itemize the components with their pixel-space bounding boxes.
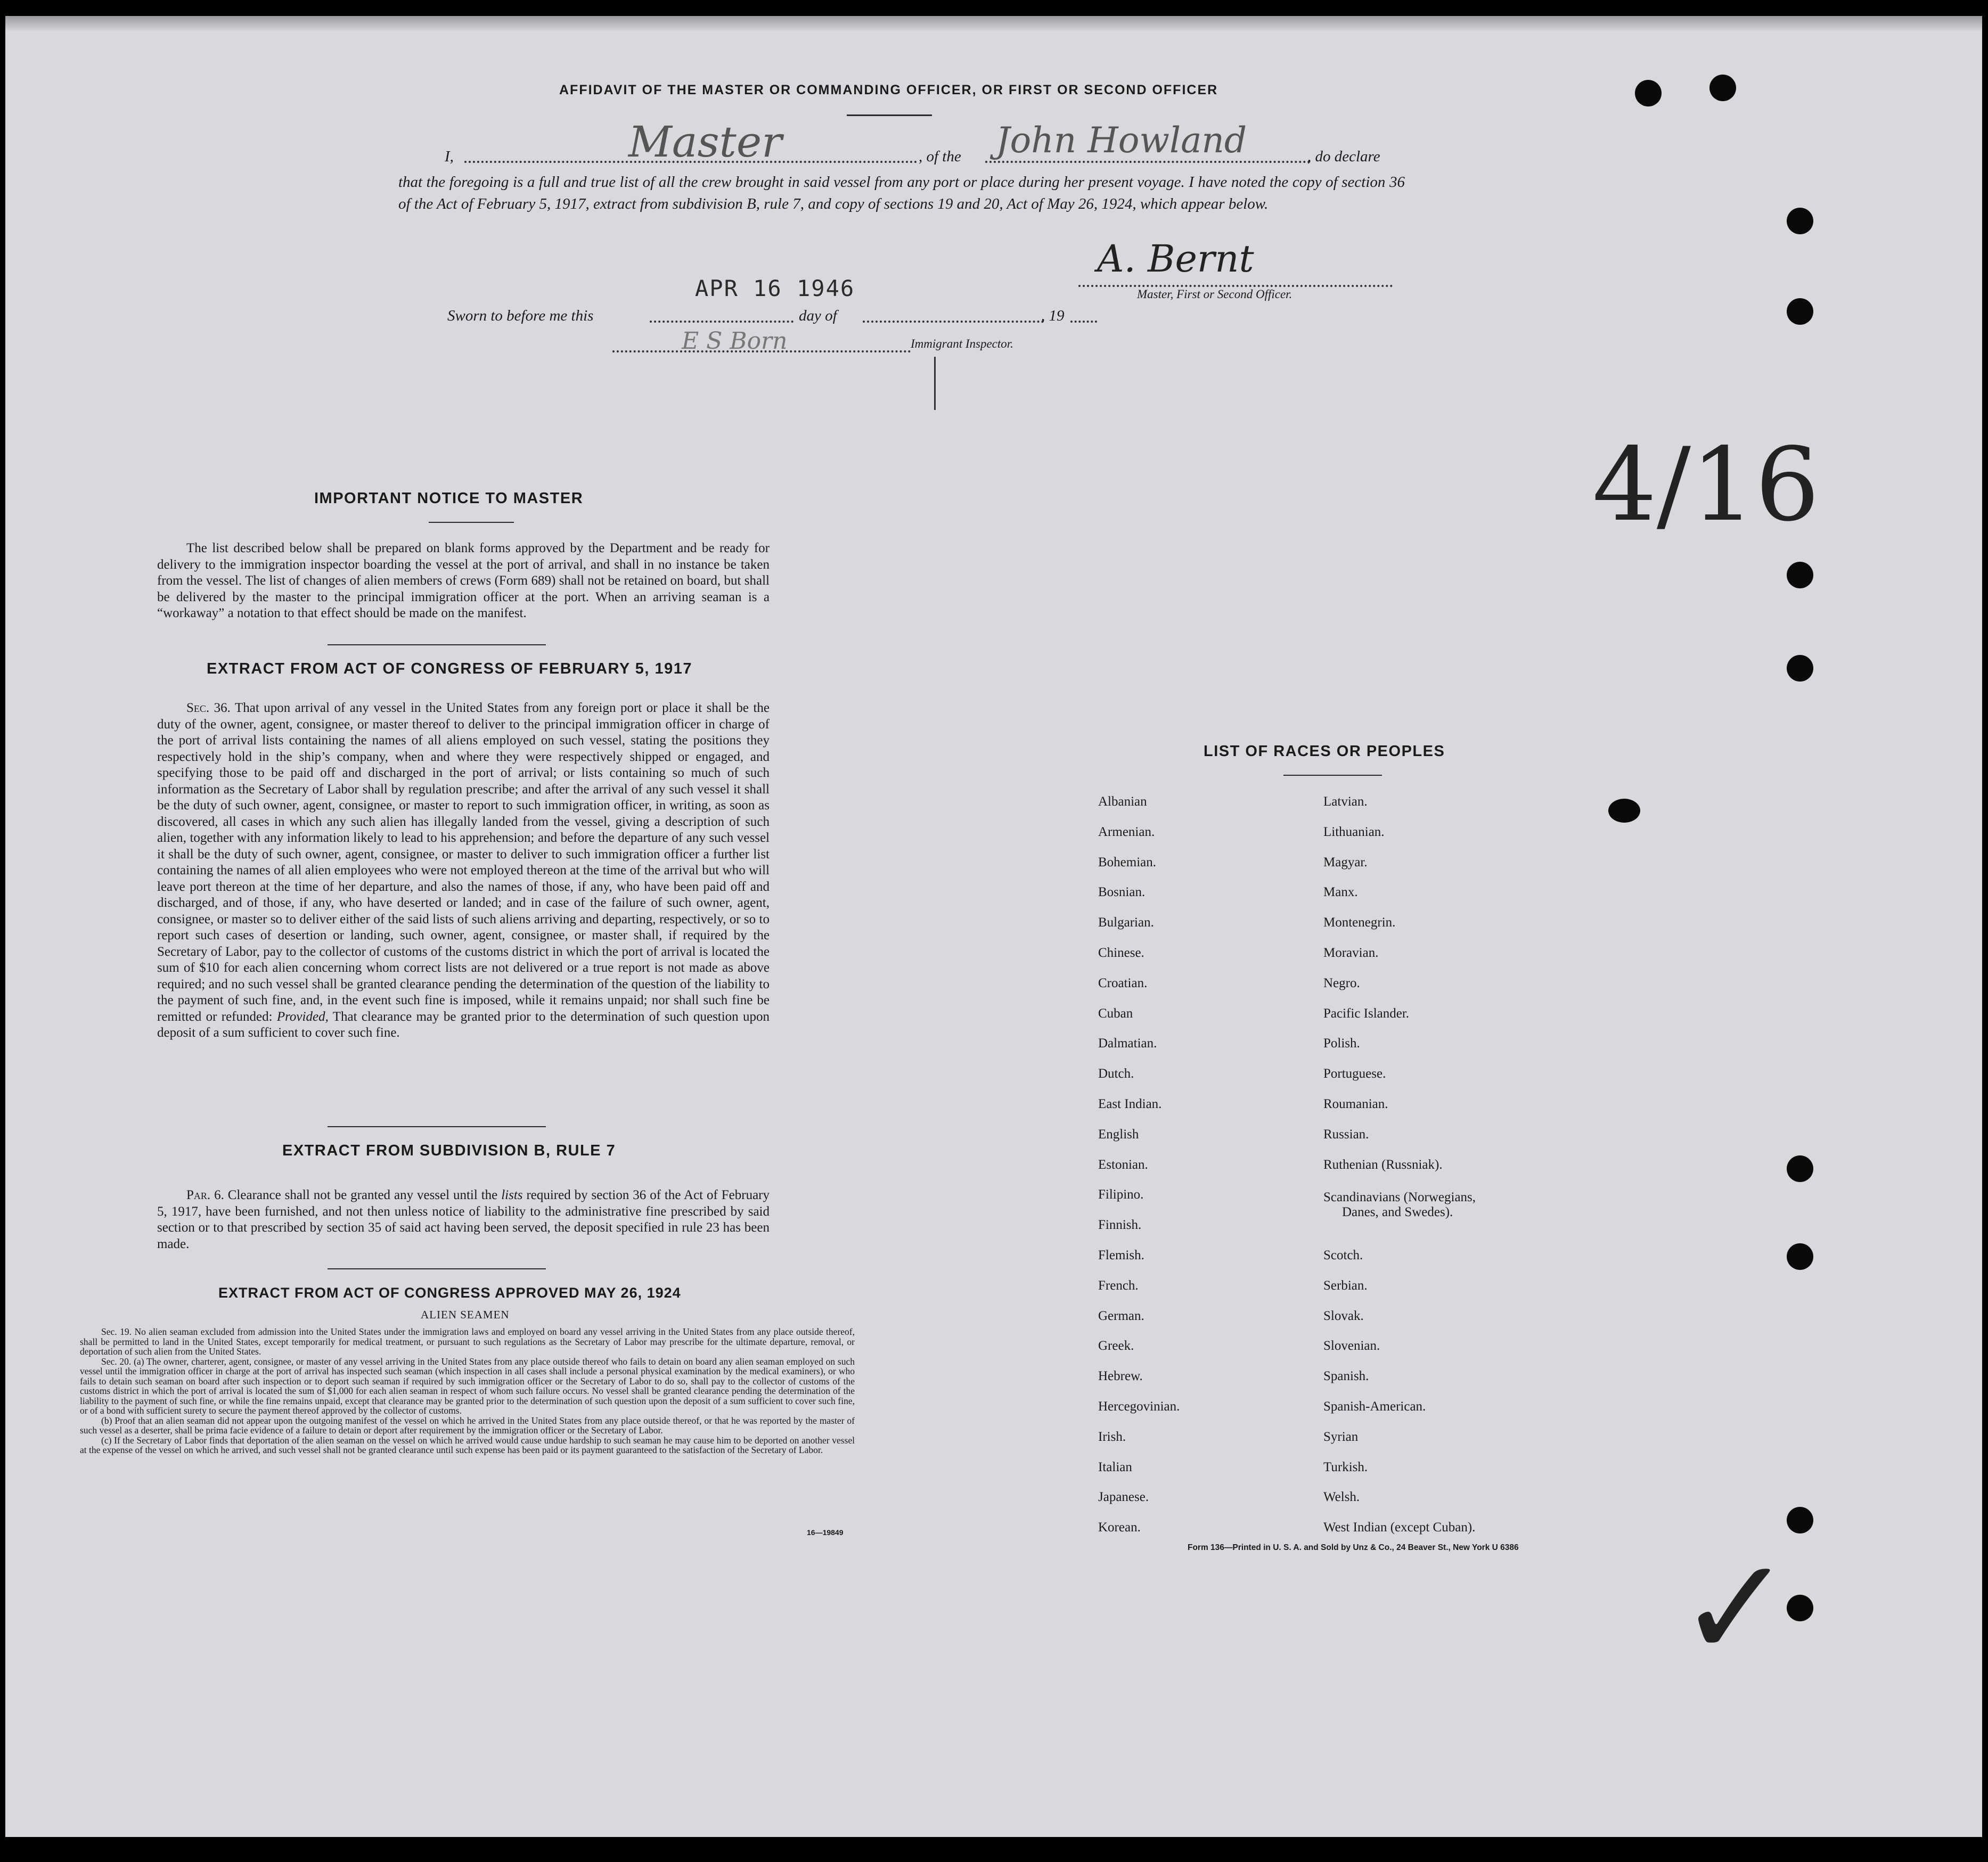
act1924-sec20c: (c) If the Secretary of Labor finds that deportation of the alien seaman on the vessel on which he arrived would cause undue hardship to such seaman he may cause him to be deported on another vessel at the expense of the vessel on which he arrived, and such vessel shall not be granted clearance until such expense has been paid or its payment guaranteed to the satisfaction of the Secretary of Labor. (80, 1434, 855, 1455)
race-item: Hercegovinian. (1098, 1399, 1180, 1414)
race-item: Dutch. (1098, 1067, 1134, 1081)
race-item: Armenian. (1098, 824, 1155, 839)
race-item: Dalmatian. (1098, 1036, 1157, 1051)
race-item: Bosnian. (1098, 885, 1146, 900)
race-item: Albanian (1098, 794, 1147, 809)
month-blank-line (863, 321, 1044, 323)
tick-mark (934, 357, 936, 410)
affidavit-do-declare: , do declare (1307, 148, 1380, 165)
race-item: Serbian. (1323, 1278, 1368, 1293)
day-blank-line (650, 321, 793, 323)
subdivision-body-b: required by section 36 of the Act of February 5, 1917, have been furnished, and not then unless notice of liability to the administrative fine prescribed by said section or to that prescribed by section 35 of said act having been served, the deposit specified in rule 23 has been made. (157, 1188, 770, 1251)
race-item: Scandinavians (Norwegians, (1323, 1190, 1476, 1205)
race-item: Moravian. (1323, 946, 1379, 960)
subdivision-lists-word: lists (501, 1188, 523, 1202)
punch-hole (1709, 75, 1736, 101)
affidavit-body: that the foregoing is a full and true list of all the crew brought in said vessel from any port or place during her present voyage. I have noted the copy of section 36 of the Act of February 5, 1917, extract from subdivision B, rule 7, and copy of sections 19 and 20, Act of May 26, 1924, which appear below. (398, 174, 1405, 212)
race-item: Magyar. (1323, 855, 1368, 870)
races-heading: LIST OF RACES OR PEOPLES (1204, 743, 1445, 760)
subdivision-heading: EXTRACT FROM SUBDIVISION B, RULE 7 (282, 1142, 616, 1159)
year-blank-line (1070, 321, 1097, 323)
race-item: Welsh. (1323, 1490, 1360, 1505)
punch-hole (1787, 208, 1813, 234)
divider (328, 644, 546, 645)
race-item: Negro. (1323, 975, 1360, 990)
inspector-line (612, 350, 911, 352)
race-item: German. (1098, 1308, 1144, 1323)
marginal-note: 4/16 (1592, 426, 1820, 544)
race-item: Filipino. (1098, 1187, 1144, 1202)
race-item: Bohemian. (1098, 855, 1157, 870)
race-item: Slovak. (1323, 1308, 1364, 1323)
act1917-body: That upon arrival of any vessel in the United States from any foreign port or place it shall be the duty of the owner, agent, consignee, or master thereof to deliver to the principal immigration officer in charge of the port of arrival lists containing the names of all aliens employed on such vessel, stating the positions they respectively hold in the ship’s company, when and where they were respectively shipped or engaged, and specifying those to be paid off and discharged in the port of arrival; or lists containing so much of such information as the Secretary of Labor shall by regulation prescribe; and after the arrival of any such vessel it shall be the duty of such owner, agent, consignee, or master to report to such immigration officer, in writing, as soon as discovered, all cases in which any such alien has illegally landed from the vessel, giving a description of such alien, together with any information likely to lead to his apprehension; and before the departure of any such vessel it shall be the duty of such owner, agent, consignee, or master to deliver to such immigration officer a further list containing the names of all alien employees who were not employed thereon at the time of the arrival but who will leave port thereon at the time of her departure, and also the names of those, if any, who have been paid off and discharged, and of those, if any, who have deserted or landed; and in case of the failure of such owner, agent, consignee, or master so to deliver either of the said lists of such aliens arriving and departing, respectively, or so to report such cases of desertion or landing, such owner, agent, consignee, or master shall, if required by the Secretary of Labor, pay to the collector of customs of the customs district in which the port of arrival is located the sum of $10 for each alien concerning whom correct lists are not delivered or a true report is not made as above required; and no such vessel shall be granted clearance pending the determination of the question of the liability to the payment of such fine, and, in the event such fine is imposed, while it remains unpaid; nor shall such fine be remitted or refunded: (157, 701, 770, 1024)
race-item: Irish. (1098, 1429, 1126, 1444)
race-item: Lithuanian. (1323, 824, 1385, 839)
punch-hole (1787, 1155, 1813, 1182)
day-of-label: day of (799, 307, 837, 324)
punch-hole (1787, 298, 1813, 325)
handwritten-vessel-name: John Howland (996, 120, 1247, 161)
sworn-label: Sworn to before me this (447, 307, 594, 324)
date-stamp: APR 16 1946 (695, 275, 855, 301)
act1917-provided: Provided, (276, 1009, 329, 1024)
race-item: Roumanian. (1323, 1097, 1388, 1111)
inspector-caption: Immigrant Inspector. (911, 337, 1013, 350)
document-sheet (5, 16, 1982, 1837)
punch-hole (1787, 655, 1813, 682)
punch-hole (1635, 80, 1662, 106)
race-item: Italian (1098, 1459, 1132, 1474)
act1917-tail: That clearance may be granted prior to the determination of such question upon deposit of a sum sufficient to cover such fine. (157, 1009, 770, 1040)
act1924-body-block (80, 1327, 855, 1455)
divider (847, 114, 932, 116)
race-item: Polish. (1323, 1036, 1360, 1051)
act1917-body-block (157, 700, 770, 1041)
race-item: Croatian. (1098, 975, 1148, 990)
act1924-form-code: 16—19849 (807, 1528, 844, 1537)
vessel-blank-line (985, 161, 1310, 163)
punch-hole (1608, 799, 1640, 823)
race-item: Spanish-American. (1323, 1399, 1426, 1414)
subdivision-body-block (157, 1187, 770, 1252)
race-item: Scotch. (1323, 1248, 1363, 1262)
races-footer: Form 136—Printed in U. S. A. and Sold by Unz & Co., 24 Beaver St., New York U 6386 (1188, 1543, 1519, 1552)
race-item: French. (1098, 1278, 1139, 1293)
notice-heading: IMPORTANT NOTICE TO MASTER (314, 490, 584, 507)
divider (328, 1126, 546, 1127)
handwritten-signature: A. Bernt (1097, 237, 1254, 281)
race-item: Latvian. (1323, 794, 1368, 809)
affidavit-heading: AFFIDAVIT OF THE MASTER OR COMMANDING OFFICER, OR FIRST OR SECOND OFFICER (559, 83, 1218, 97)
race-item: Spanish. (1323, 1369, 1369, 1384)
notice-body: The list described below shall be prepared on blank forms approved by the Department and be ready for delivery to the immigration inspector boarding the vessel at the port of arrival, and shall in no instance be taken from the vessel. The list of changes of alien members of crews (Form 689) shall not be retained on board, but shall be delivered by the master to the principal immigration officer at the port. When an arriving seaman is a “workaway” a notation to that effect should be made on the manifest. (157, 541, 770, 620)
punch-hole (1787, 1243, 1813, 1270)
race-item: Flemish. (1098, 1248, 1144, 1262)
race-item: Greek. (1098, 1339, 1134, 1354)
act1924-sec20a: Sec. 20. (a) The owner, charterer, agent, consignee, or master of any vessel arriving in the United States from any place outside thereof who fails to detain on board any alien seaman employed on such vessel until the immigration officer in charge at the port of arrival has inspected such seaman (which inspection in all cases shall include a personal physical examination by the medical examiners), or who fails to detain such seaman on board after such inspection or to deport such seaman if required by such immigration officer or the Secretary of Labor to do so, shall pay to the collector of customs of the customs district in which the port of arrival is located the sum of $1,000 for each alien seaman in respect of whom such failure occurs. No vessel shall be granted clearance pending the determination of the liability to the payment of such fine, or while the fine remains unpaid, except that clearance may be granted prior to the determination of such question upon the deposit of a sum sufficient to cover such fine, or of a bond with sufficient surety to secure the payment thereof approved by the collector of customs. (80, 1356, 855, 1416)
check-mark: ✓ (1678, 1528, 1794, 1689)
top-edge-shadow (5, 16, 1982, 32)
inspector-initials: E S Born (682, 327, 788, 355)
punch-hole (1787, 562, 1813, 588)
divider (328, 1268, 546, 1269)
race-item: West Indian (except Cuban). (1323, 1520, 1476, 1535)
act1924-sec20b: (b) Proof that an alien seaman did not appear upon the outgoing manifest of the vessel on which he arrived in the United States from any place outside thereof, or that he was reported by the master of such vessel as a deserter, shall be prima facie evidence of a failure to detain or deport after requirement by the immigration officer or the Secretary of Labor. (80, 1415, 855, 1436)
race-item: Cuban (1098, 1006, 1133, 1021)
affidavit-of-the: , of the (919, 148, 961, 165)
divider (1283, 775, 1382, 776)
race-item: Turkish. (1323, 1459, 1368, 1474)
race-item: Japanese. (1098, 1490, 1149, 1505)
act1924-subheading: ALIEN SEAMEN (421, 1308, 510, 1321)
race-item: Portuguese. (1323, 1067, 1386, 1081)
race-item: Ruthenian (Russniak). (1323, 1157, 1443, 1172)
subdivision-par-label: Par. 6. (186, 1188, 224, 1202)
race-item: Korean. (1098, 1520, 1141, 1535)
race-item: Pacific Islander. (1323, 1006, 1410, 1021)
race-item: Syrian (1323, 1429, 1359, 1444)
race-item: English (1098, 1127, 1139, 1142)
year-prefix: , 19 (1041, 307, 1065, 324)
affidavit-i-label: I, (445, 148, 454, 165)
race-item: Chinese. (1098, 946, 1144, 960)
divider (429, 522, 514, 523)
subdivision-body-a: Clearance shall not be granted any vessel until the (227, 1188, 498, 1202)
race-item: Bulgarian. (1098, 915, 1154, 930)
act1924-sec19: Sec. 19. No alien seaman excluded from admission into the United States under the immigration laws and employed on board any vessel arriving in the United States from any place outside thereof, shall be permitted to land in the United States, except temporarily for medical treatment, or pursuant to such regulations as the Secretary of Labor may prescribe for the ultimate departure, removal, or deportation of such alien from the United States. (80, 1326, 855, 1357)
race-item: Russian. (1323, 1127, 1369, 1142)
act1924-heading: EXTRACT FROM ACT OF CONGRESS APPROVED MAY 26, 1924 (218, 1285, 681, 1301)
race-item: Estonian. (1098, 1157, 1148, 1172)
race-item: Manx. (1323, 885, 1358, 900)
race-item: East Indian. (1098, 1097, 1162, 1111)
act1917-heading: EXTRACT FROM ACT OF CONGRESS OF FEBRUARY 5, 1917 (207, 660, 693, 677)
race-item: Danes, and Swedes). (1342, 1205, 1453, 1220)
act1917-sec-label: Sec. 36. (186, 701, 231, 715)
signature-caption: Master, First or Second Officer. (1137, 288, 1292, 301)
signature-line (1078, 285, 1393, 287)
race-item: Montenegrin. (1323, 915, 1396, 930)
handwritten-title: Master (628, 117, 782, 167)
race-item: Hebrew. (1098, 1369, 1143, 1384)
race-item: Finnish. (1098, 1218, 1142, 1233)
race-item: Slovenian. (1323, 1339, 1380, 1354)
